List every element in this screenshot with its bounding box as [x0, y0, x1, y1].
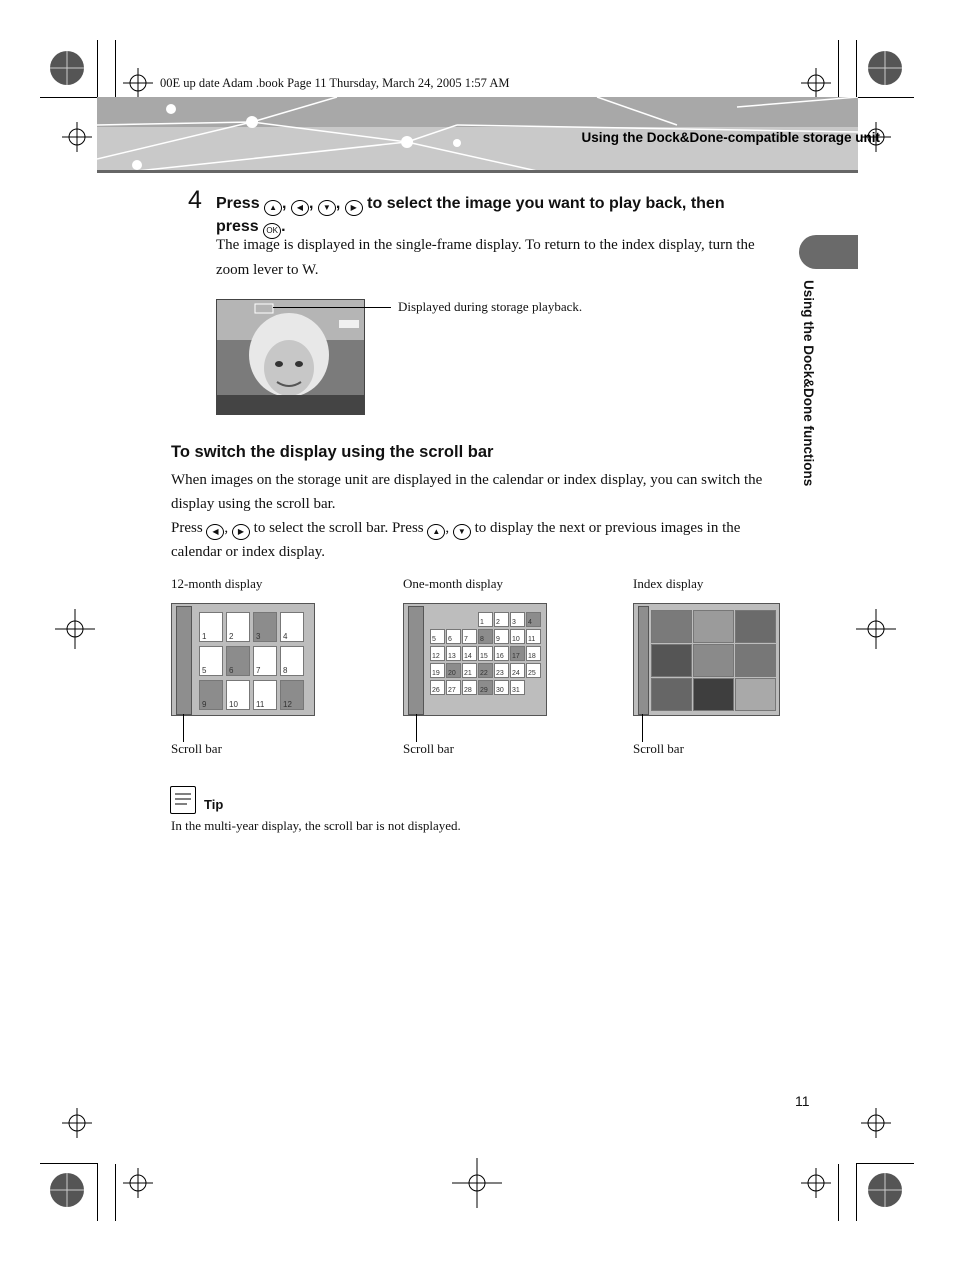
index-thumbnail	[693, 678, 734, 711]
day-cell: 30	[494, 680, 509, 695]
index-thumbnail	[693, 610, 734, 643]
index-thumbnail	[651, 678, 692, 711]
page-number: 11	[795, 1093, 810, 1109]
day-cell: 24	[510, 663, 525, 678]
scroll-bar-caption: Scroll bar	[171, 741, 222, 756]
display-label-12-month: 12-month display	[171, 576, 263, 591]
month-cell: 4	[280, 612, 304, 642]
month-cell: 7	[253, 646, 277, 676]
twelve-month-screen	[171, 603, 315, 716]
section-para-2: Press ◀ , ▶ to select the scroll bar. Press ▲ , ▼ to display the next or previous images in the calendar or index display.	[171, 520, 741, 560]
day-cell: 28	[462, 680, 477, 695]
callout-line	[273, 307, 391, 308]
callout-line	[642, 714, 643, 742]
section-para-1: When images on the storage unit are displayed in the calendar or index display, you can switch the display using the scroll bar.	[171, 472, 763, 512]
ok-button-icon: OK	[263, 223, 281, 239]
day-cell: 3	[510, 612, 525, 627]
scroll-bar-caption: Scroll bar	[633, 741, 684, 756]
index-thumbnail	[651, 644, 692, 677]
step-body: The image is displayed in the single-frame display. To return to the index display, turn the zoom lever to W.	[216, 237, 755, 278]
step-heading-text: Press	[216, 195, 260, 212]
index-thumbnail	[735, 678, 776, 711]
day-cell: 22	[478, 663, 493, 678]
day-cell: 9	[494, 629, 509, 644]
day-cell: 8	[478, 629, 493, 644]
day-cell: 5	[430, 629, 445, 644]
print-info: 00E up date Adam .book Page 11 Thursday, March 24, 2005 1:57 AM	[160, 76, 510, 90]
day-cell: 2	[494, 612, 509, 627]
day-cell: 20	[446, 663, 461, 678]
month-cell: 8	[280, 646, 304, 676]
index-screen	[633, 603, 780, 716]
up-button-icon: ▲	[264, 200, 282, 216]
day-cell: 23	[494, 663, 509, 678]
day-cell: 16	[494, 646, 509, 661]
step-heading-text: press	[216, 218, 259, 235]
day-cell: 21	[462, 663, 477, 678]
day-cell: 12	[430, 646, 445, 661]
left-button-icon: ◀	[206, 524, 224, 540]
down-button-icon: ▼	[318, 200, 336, 216]
day-cell: 4	[526, 612, 541, 627]
display-label-one-month: One-month display	[403, 576, 504, 591]
day-cell: 29	[478, 680, 493, 695]
callout-line	[183, 714, 184, 742]
index-thumbnail	[735, 610, 776, 643]
step-heading: Press ▲ , ◀ , ▼ , ▶ to select the image you want to play back, then press OK .	[216, 193, 786, 239]
side-tab-label: Using the Dock&Done functions	[801, 280, 816, 487]
month-cell: 2	[226, 612, 250, 642]
month-cell: 12	[280, 680, 304, 710]
section-title: To switch the display using the scroll bar	[171, 443, 494, 461]
right-button-icon: ▶	[232, 524, 250, 540]
callout-line	[416, 714, 417, 742]
one-month-screen	[403, 603, 547, 716]
para-text: Press	[171, 520, 203, 536]
day-cell: 6	[446, 629, 461, 644]
tip-label: Tip	[204, 797, 224, 812]
month-cell: 3	[253, 612, 277, 642]
day-cell: 19	[430, 663, 445, 678]
scroll-bar	[176, 606, 192, 715]
month-cell: 10	[226, 680, 250, 710]
side-tab	[799, 235, 858, 269]
header-rule	[97, 170, 858, 173]
day-cell: 15	[478, 646, 493, 661]
day-cell: 26	[430, 680, 445, 695]
header-title: Using the Dock&Done-compatible storage unit	[581, 130, 880, 145]
day-cell: 14	[462, 646, 477, 661]
day-cell: 25	[526, 663, 541, 678]
para-text: to display the next or previous images in the calendar or index display.	[171, 520, 741, 560]
month-cell: 6	[226, 646, 250, 676]
display-label-index: Index display	[633, 576, 704, 591]
scroll-bar	[638, 606, 649, 715]
day-cell: 10	[510, 629, 525, 644]
month-cell: 5	[199, 646, 223, 676]
para-text: to select the scroll bar. Press	[253, 520, 424, 536]
step-heading-text: to select the image you want to play back, then	[367, 195, 725, 212]
day-cell: 11	[526, 629, 541, 644]
day-cell: 17	[510, 646, 525, 661]
down-button-icon: ▼	[453, 524, 471, 540]
scroll-bar-caption: Scroll bar	[403, 741, 454, 756]
day-cell: 31	[510, 680, 525, 695]
month-cell: 11	[253, 680, 277, 710]
photo-callout: Displayed during storage playback.	[398, 299, 583, 314]
up-button-icon: ▲	[427, 524, 445, 540]
day-cell: 7	[462, 629, 477, 644]
tip-icon	[170, 786, 196, 814]
index-thumbnail	[651, 610, 692, 643]
scroll-bar	[408, 606, 424, 715]
right-button-icon: ▶	[345, 200, 363, 216]
index-thumbnail	[693, 644, 734, 677]
index-thumbnail	[735, 644, 776, 677]
step-number: 4	[188, 186, 202, 214]
day-cell: 13	[446, 646, 461, 661]
single-frame-photo	[216, 299, 365, 415]
tip-text: In the multi-year display, the scroll bar is not displayed.	[171, 818, 461, 833]
month-cell: 9	[199, 680, 223, 710]
day-cell: 27	[446, 680, 461, 695]
month-cell: 1	[199, 612, 223, 642]
left-button-icon: ◀	[291, 200, 309, 216]
day-cell: 18	[526, 646, 541, 661]
day-cell: 1	[478, 612, 493, 627]
